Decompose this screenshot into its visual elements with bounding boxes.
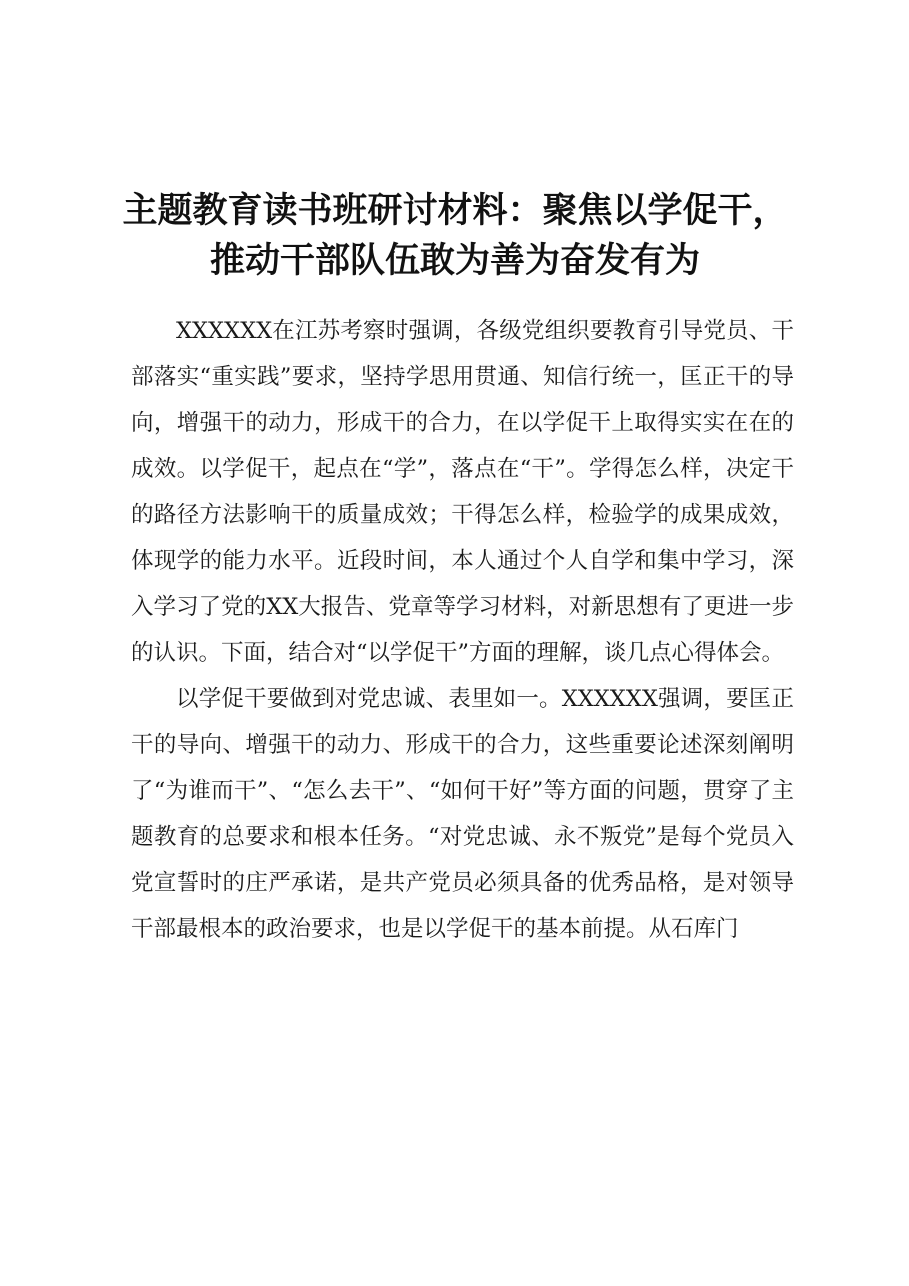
title-line-2: 推动干部队伍敢为善为奋发有为 [209, 240, 700, 281]
document-body [131, 308, 794, 952]
paragraph-1: XXXXXX在江苏考察时强调，各级党组织要教育引导党员、干部落实“重实践”要求，坚持学思用贯通、知信行统一，匡正干的导向，增强干的动力，形成干的合力，在以学促干上取得实实在在的成效。以学促干，起点在“学”，落点在“干”。学得怎么样，决定干的路径方法影响干的质量成效；干得怎么样，检验学的成果成效，体现学的能力水平。近段时间，本人通过个人自学和集中学习，深入学习了党的XX大报告、党章等学习材料，对新思想有了更进一步的认识。下面，结合对“以学促干”方面的理解，谈几点心得体会。 [131, 318, 794, 666]
title-line-1: 主题教育读书班研讨材料：聚焦以学促干， [122, 190, 788, 231]
document-title [110, 186, 800, 286]
paragraph-2: 以学促干要做到对党忠诚、表里如一。XXXXXX强调，要匡正干的导向、增强干的动力、形成干的合力，这些重要论述深刻阐明了“为谁而干”、“怎么去干”、“如何干好”等方面的问题，贯穿了主题教育的总要求和根本任务。“对党忠诚、永不叛党”是每个党员入党宣誓时的庄严承诺，是共产党员必须具备的优秀品格，是对领导干部最根本的政治要求，也是以学促干的基本前提。从石库门 [131, 686, 794, 942]
